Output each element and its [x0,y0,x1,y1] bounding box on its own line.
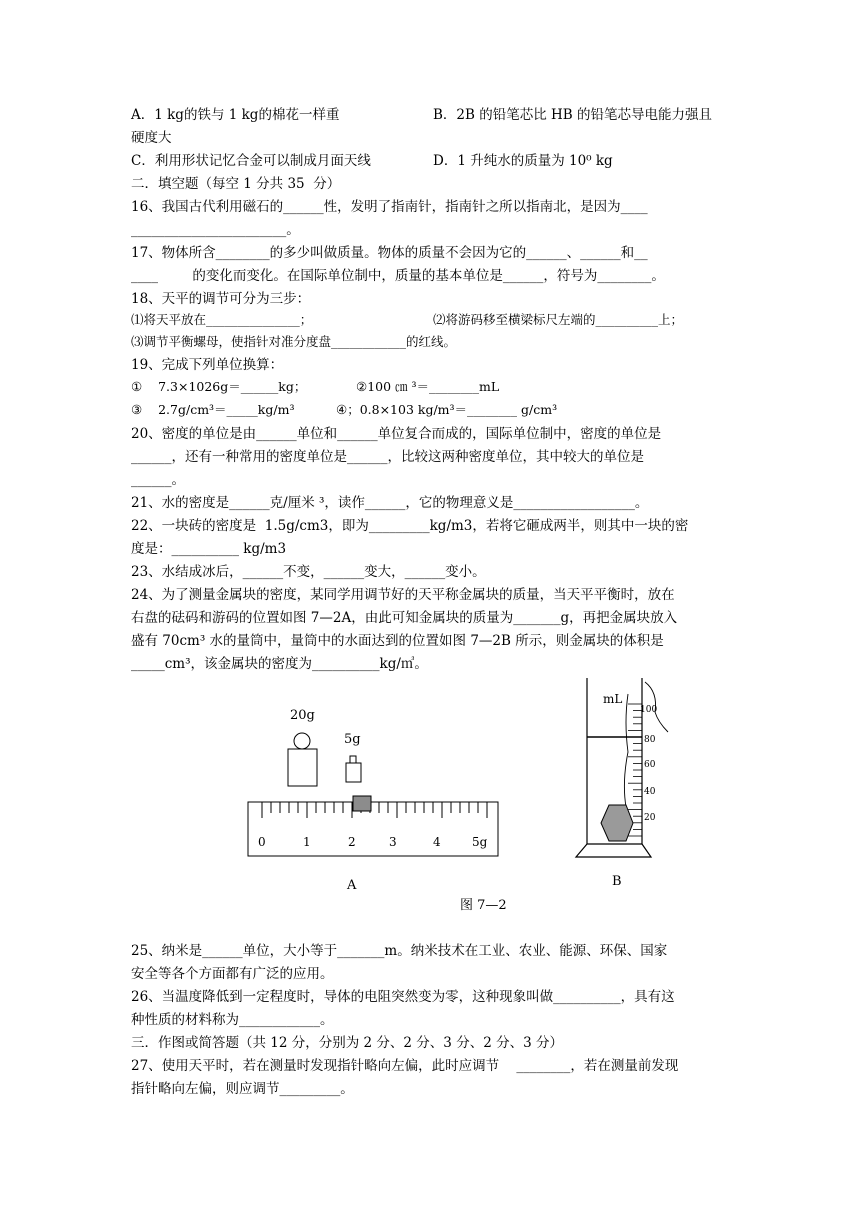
cylinder-label-100: 100 [640,705,658,715]
question-18-title: 18、天平的调节可分为三步： [131,291,311,307]
question-16-line-1: 16、我国古代利用磁石的______性，发明了指南针，指南针之所以指南北，是因为____ [131,199,648,215]
option-c: C．利用形状记忆合金可以制成月面天线 [131,153,371,169]
option-a: A．1 kg的铁与 1 kg的棉花一样重 [131,107,340,123]
question-26-line-1: 26、当温度降低到一定程度时，导体的电阻突然变为零，这种现象叫做__________，具有这 [131,989,675,1005]
question-26-line-2: 种性质的材料称为____________。 [131,1012,334,1028]
question-20-line-3: ______。 [131,472,185,488]
figure-label-b: B [612,874,622,889]
cylinder-label-60: 60 [644,760,656,770]
ruler-label-0: 0 [258,835,266,849]
ruler-label-4: 4 [433,835,441,849]
cylinder-unit-label: mL [603,692,623,706]
question-19-item-3: ③ 2.7g/cm³＝_____kg/m³ [131,402,295,417]
cylinder-label-80: 80 [644,735,656,745]
cylinder-label-20: 20 [644,813,656,823]
figure-drawing [240,672,710,917]
ruler-label-3: 3 [389,835,397,849]
weight-20g-label: 20g [290,708,315,723]
option-b: B．2B 的铅笔芯比 HB 的铅笔芯导电能力强且 [433,107,712,123]
question-18-step-2: ⑵将游码移至横梁标尺左端的__________上； [433,312,684,327]
metal-block [601,805,633,841]
ruler-label-5g: 5g [472,835,488,849]
ruler-label-1: 1 [303,835,311,849]
figure-7-2 [240,672,710,917]
question-27-line-2: 指针略向左偏，则应调节_________。 [131,1081,354,1097]
figure-caption: 图 7—2 [460,898,507,913]
question-17-line-1: 17、物体所含________的多少叫做质量。物体的质量不会因为它的______、______和__ [131,245,648,261]
option-b-continued: 硬度大 [131,130,172,146]
question-24-line-4: _____cm³，该金属块的密度为__________kg/㎥。 [131,656,428,672]
question-20-line-2: ______，还有一种常用的密度单位是______，比较这两种密度单位，其中较大的单位是 [131,449,644,465]
thread-line [624,694,628,807]
ruler-ticks [262,802,487,818]
question-17-line-2: ____ 的变化而变化。在国际单位制中，质量的基本单位是______，符号为________。 [131,268,665,284]
question-20-line-1: 20、密度的单位是由______单位和______单位复合而成的，国际单位制中，密度的单位是 [131,426,662,442]
section-2-title: 二．填空题（每空 1 分共 35 分） [131,176,341,192]
question-27-line-1: 27、使用天平时，若在测量时发现指针略向左偏，此时应调节 ________，若在测量前发现 [131,1058,679,1074]
ruler-label-2: 2 [348,835,356,849]
question-16-line-2: _______________________。 [131,222,300,238]
cylinder-label-40: 40 [644,787,656,797]
weight-5g-label: 5g [344,732,361,747]
question-25-line-2: 安全等各个方面都有广泛的应用。 [131,966,334,982]
question-19-item-2: ②100 ㎝ ³＝________mL [356,379,500,394]
question-19-item-4: ④；0.8×103 kg/m³＝________ g/cm³ [336,402,558,417]
option-d: D．1 升纯水的质量为 10⁰ kg [433,153,613,169]
question-24-line-3: 盛有 70cm³ 水的量筒中，量筒中的水面达到的位置如图 7—2B 所示，则金属块的体积是 [131,633,664,649]
question-22-line-1: 22、一块砖的密度是 1.5g/cm3，即为_________kg/m3，若将它砸成两半，则其中一块的密 [131,518,689,534]
figure-label-a: A [347,878,357,893]
question-18-step-1: ⑴将天平放在_______________； [131,312,313,327]
weight-5g-knob [350,756,356,763]
question-24-line-1: 24、为了测量金属块的密度，某同学用调节好的天平称金属块的质量，当天平平衡时，放在 [131,587,675,603]
rider-slider [353,796,371,811]
question-19-title: 19、完成下列单位换算： [131,357,284,373]
question-21: 21、水的密度是______克/厘米 ³，读作______，它的物理意义是__________________。 [131,495,649,511]
weight-5g-body [346,763,361,782]
weight-20g-body [288,749,317,786]
cylinder-base [576,844,651,857]
question-19-item-1: ① 7.3×1026g＝______kg； [131,379,307,394]
section-3-title: 三．作图或简答题（共 12 分，分别为 2 分、2 分、3 分、2 分、3 分） [131,1035,563,1051]
question-24-line-2: 右盘的砝码和游码的位置如图 7—2A，由此可知金属块的质量为_______g，再把金属块放入 [131,610,678,626]
question-18-step-3: ⑶调节平衡螺母，使指针对准分度盘____________的红线。 [131,334,457,349]
question-23: 23、水结成冰后，______不变，______变大，______变小。 [131,564,486,580]
question-25-line-1: 25、纳米是______单位，大小等于_______m。纳米技术在工业、农业、能源、环保、国家 [131,943,668,959]
weight-20g-knob [294,733,310,749]
question-22-line-2: 度是：__________ kg/m3 [131,541,287,557]
